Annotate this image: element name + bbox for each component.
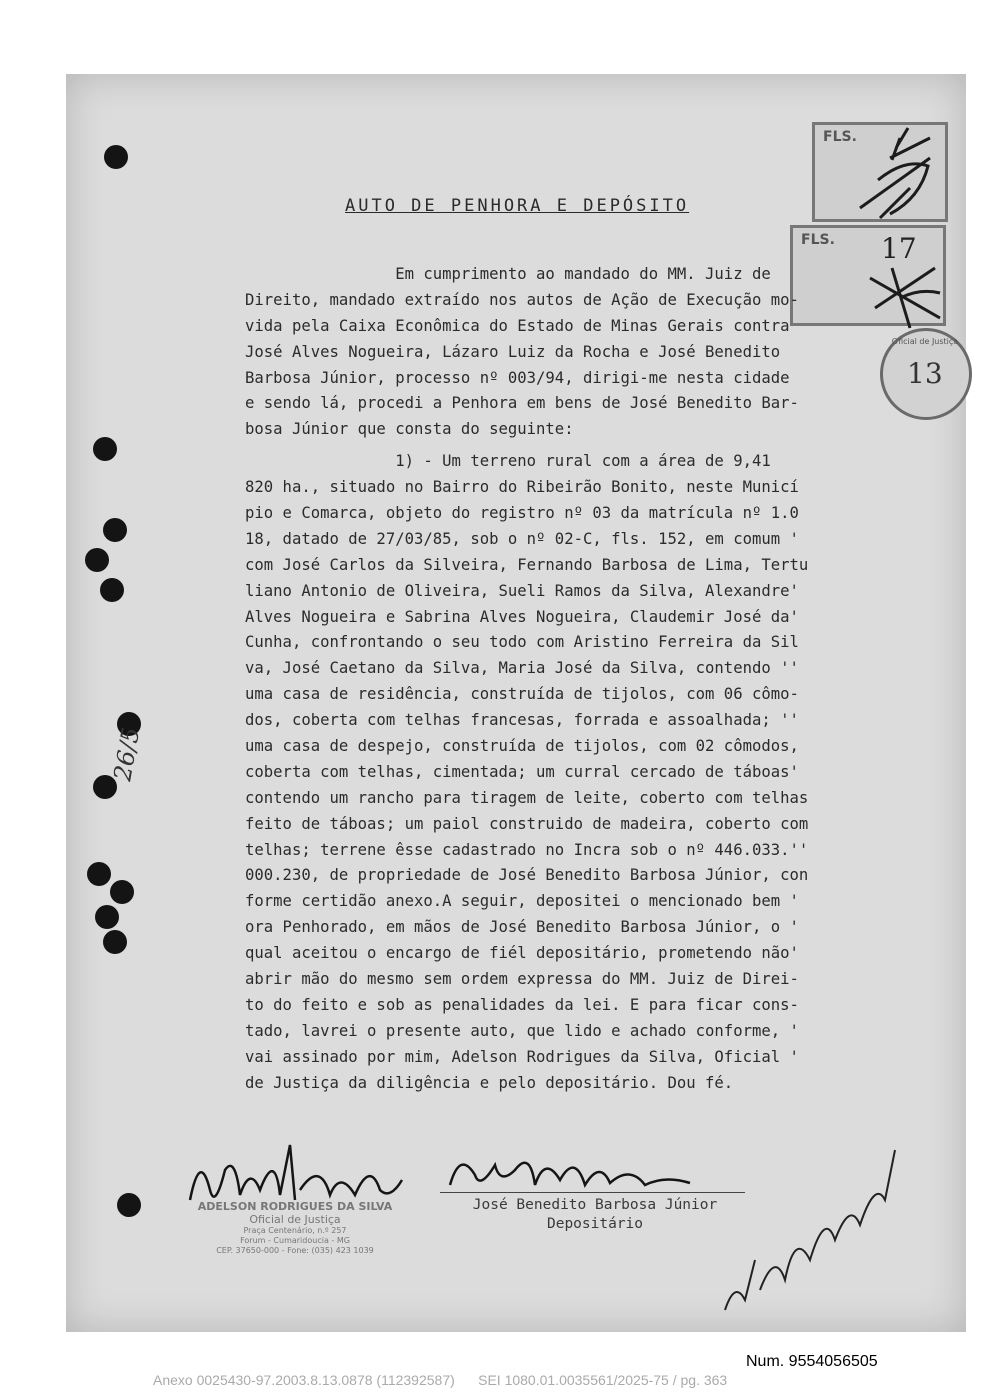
body-line: to do feito e sob as penalidades da lei. E para ficar cons- bbox=[245, 995, 799, 1014]
body-line: 18, datado de 27/03/85, sob o nº 02-C, fls. 152, em comum ' bbox=[245, 529, 799, 548]
officer-role: Oficial de Justiça bbox=[249, 1213, 341, 1227]
punch-hole bbox=[103, 930, 127, 954]
body-line: uma casa de despejo, construída de tijolos, com 02 cômodos, bbox=[245, 737, 799, 756]
seal-number: 13 bbox=[907, 357, 943, 390]
body-line: telhas; terrene êsse cadastrado no Incra sob o nº 446.033.'' bbox=[245, 840, 809, 859]
body-line: 820 ha., situado no Bairro do Ribeirão Bonito, neste Municí bbox=[245, 478, 799, 497]
signature-line bbox=[440, 1192, 745, 1193]
depositario-block bbox=[440, 1196, 750, 1234]
document-body bbox=[245, 262, 895, 1097]
punch-hole bbox=[95, 905, 119, 929]
body-line: com José Carlos da Silveira, Fernando Barbosa de Lima, Tertu bbox=[245, 555, 809, 574]
body-line: va, José Caetano da Silva, Maria José da Silva, contendo '' bbox=[245, 659, 799, 678]
body-line: contendo um rancho para tiragem de leite, coberto com telhas bbox=[245, 788, 809, 807]
body-line: Barbosa Júnior, processo nº 003/94, dirigi-me nesta cidade bbox=[245, 368, 790, 387]
body-line: uma casa de residência, construída de tijolos, com 06 cômo- bbox=[245, 685, 799, 704]
punch-hole bbox=[110, 880, 134, 904]
body-line: pio e Comarca, objeto do registro nº 03 da matrícula nº 1.0 bbox=[245, 504, 799, 523]
body-line: e sendo lá, procedi a Penhora em bens de José Benedito Bar- bbox=[245, 394, 799, 413]
body-line: Alves Nogueira e Sabrina Alves Nogueira, Claudemir José da' bbox=[245, 607, 799, 626]
officer-name: ADELSON RODRIGUES DA SILVA bbox=[197, 1200, 393, 1213]
punch-hole bbox=[103, 518, 127, 542]
officer-address: CEP. 37650-000 - Fone: (035) 423 1039 bbox=[216, 1245, 374, 1255]
officer-signature bbox=[180, 1140, 410, 1220]
fls-number: 17 bbox=[881, 232, 917, 265]
body-line: forme certidão anexo.A seguir, depositei o mencionado bem ' bbox=[245, 892, 799, 911]
punch-hole bbox=[117, 1193, 141, 1217]
depositario-name: José Benedito Barbosa Júnior bbox=[472, 1197, 718, 1213]
body-line: vida pela Caixa Econômica do Estado de Minas Gerais contra bbox=[245, 316, 790, 335]
punch-hole bbox=[104, 145, 128, 169]
body-line: 000.230, de propriedade de José Benedito Barbosa Júnior, con bbox=[245, 866, 809, 885]
body-line: dos, coberta com telhas francesas, forrada e assoalhada; '' bbox=[245, 711, 799, 730]
document-number: Num. 9554056505 bbox=[746, 1353, 878, 1370]
body-line: 1) - Um terreno rural com a área de 9,41 bbox=[245, 452, 771, 471]
body-line: bosa Júnior que consta do seguinte: bbox=[245, 420, 574, 439]
document-title: AUTO DE PENHORA E DEPÓSITO bbox=[345, 196, 690, 216]
body-line: José Alves Nogueira, Lázaro Luiz da Rocha e José Benedito bbox=[245, 342, 781, 361]
punch-hole bbox=[87, 862, 111, 886]
fls-label: FLS. bbox=[823, 129, 857, 145]
body-line: ora Penhorado, em mãos de José Benedito Barbosa Júnior, o ' bbox=[245, 918, 799, 937]
body-line: feito de táboas; um paiol construido de madeira, coberto com bbox=[245, 814, 809, 833]
body-line: de Justiça da diligência e pelo depositário. Dou fé. bbox=[245, 1073, 734, 1092]
footer-reference: Anexo 0025430-97.2003.8.13.0878 (112392587) SEI 1080.01.0035561/2025-75 / pg. 363 bbox=[153, 1372, 728, 1388]
handwritten-annotation bbox=[715, 1130, 905, 1320]
body-line: Cunha, confrontando o seu todo com Aristino Ferreira da Sil bbox=[245, 633, 799, 652]
body-line: liano Antonio de Oliveira, Sueli Ramos da Silva, Alexandre' bbox=[245, 581, 799, 600]
punch-hole bbox=[85, 548, 109, 572]
punch-hole bbox=[100, 578, 124, 602]
body-line: tado, lavrei o presente auto, que lido e achado conforme, ' bbox=[245, 1021, 799, 1040]
fls-label: FLS. bbox=[801, 232, 835, 248]
punch-hole bbox=[93, 437, 117, 461]
depositario-role: Depositário bbox=[546, 1216, 644, 1232]
body-line: Em cumprimento ao mandado do MM. Juiz de bbox=[245, 265, 771, 283]
body-line: vai assinado por mim, Adelson Rodrigues da Silva, Oficial ' bbox=[245, 1047, 799, 1066]
officer-address: Praça Centenário, n.º 257 bbox=[243, 1226, 347, 1236]
officer-address: Forum - Cumaridoucia - MG bbox=[240, 1235, 350, 1245]
body-line: Direito, mandado extraído nos autos de Ação de Execução mo- bbox=[245, 290, 799, 309]
margin-note-text: 26/5 bbox=[108, 725, 146, 784]
margin-note bbox=[100, 700, 146, 790]
body-line: abrir mão do mesmo sem ordem expressa do MM. Juiz de Direi- bbox=[245, 970, 799, 989]
seal-text: Oficial de Justiça bbox=[891, 337, 959, 346]
body-line: qual aceitou o encargo de fiél depositário, prometendo não' bbox=[245, 944, 799, 963]
body-line: coberta com telhas, cimentada; um curral cercado de táboas' bbox=[245, 762, 799, 781]
